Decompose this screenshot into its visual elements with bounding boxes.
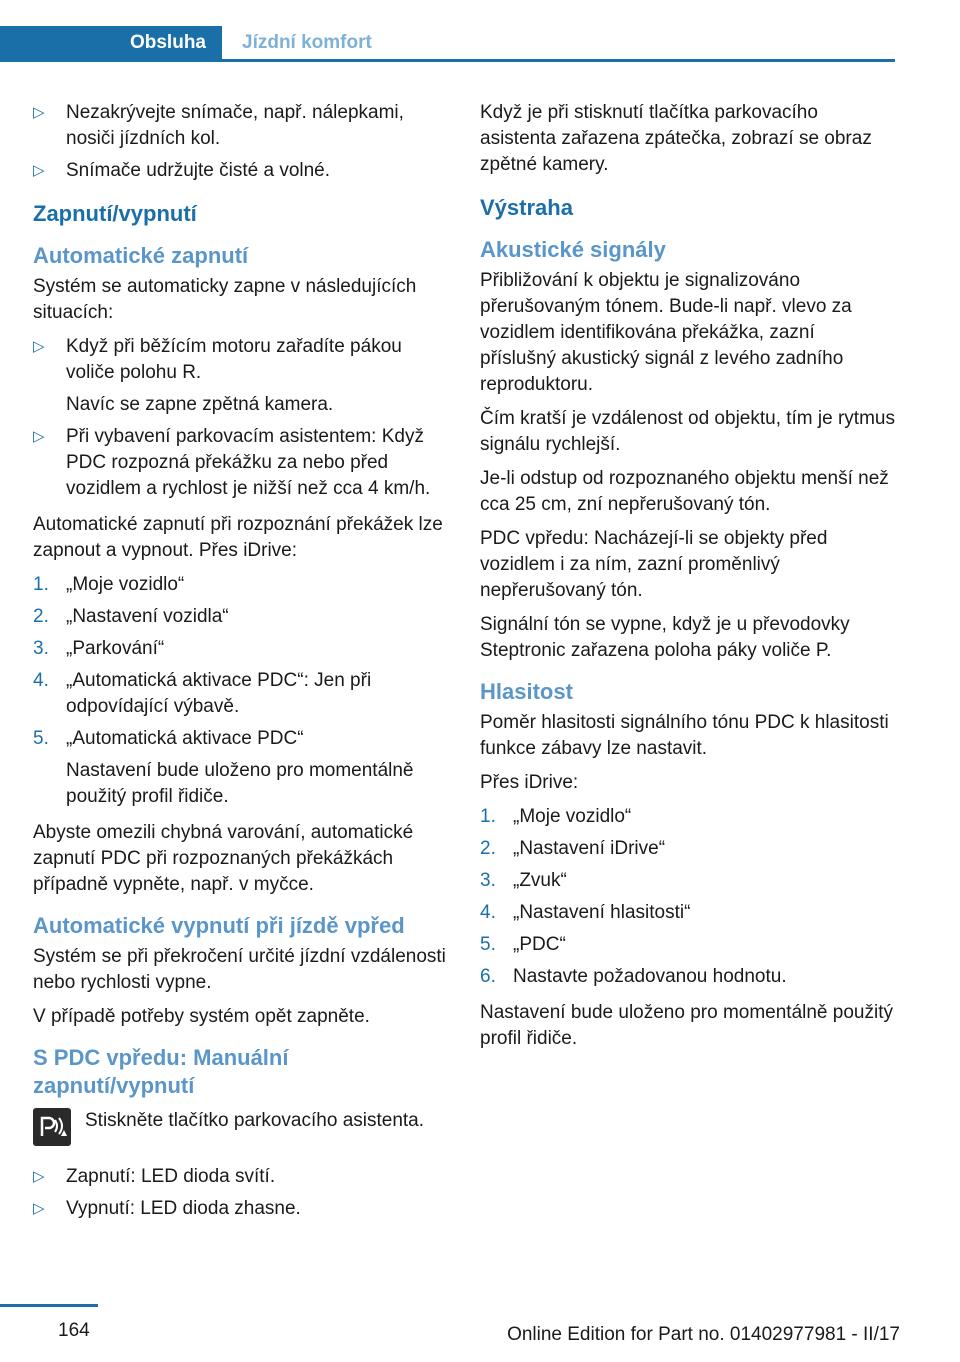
paragraph-auto-off: Systém se při překročení určité jízdní vzdálenosti nebo rychlosti vypne.	[33, 946, 446, 993]
list-item-note: Navíc se zapne zpětná kamera.	[66, 394, 334, 415]
list-item: ▷ Když při běžícím motoru zařadíte pákou voliče polohu R. Navíc se zapne zpětná kamera.	[33, 334, 448, 418]
paragraph-acoustic-1: Přibližování k objektu je signalizováno přerušovaným tónem. Bude-li např. vlevo za vozidlem identifikována překážka, zazní příslušný akustický signál z levého zadního reproduktoru.	[480, 270, 852, 395]
heading-warning: Výstraha	[480, 195, 573, 220]
list-item: 2. „Nastavení iDrive“	[480, 838, 666, 859]
list-item: 1. „Moje vozidlo“	[480, 806, 632, 827]
footer-divider	[0, 1304, 98, 1307]
list-item: 6. Nastavte požadovanou hodnotu.	[480, 966, 787, 987]
header-divider	[0, 59, 895, 62]
paragraph-acoustic-4: PDC vpředu: Nacházejí-li se objekty před vozidlem i za ním, zazní proměnlivý nepřerušovaný tón.	[480, 528, 828, 601]
idrive-steps-volume	[480, 804, 895, 990]
list-item: ▷ Při vybavení parkovacím asistentem: Když PDC rozpozná překážku za nebo před vozidlem a rychlost je nižší než cca 4 km/h.	[33, 424, 448, 502]
list-item: 4. „Automatická aktivace PDC“: Jen při odpovídající výbavě.	[33, 670, 372, 717]
paragraph-acoustic-5: Signální tón se vypne, když je u převodovky Steptronic zařazena poloha páky voliče P.	[480, 614, 850, 661]
paragraph-volume: Poměr hlasitosti signálního tónu PDC k hlasitosti funkce zábavy lze nastavit.	[480, 712, 889, 759]
list-item: 5. „Automatická aktivace PDC“ Nastavení bude uloženo pro momentálně použitý profil řidiče.	[33, 726, 448, 810]
right-column	[480, 100, 895, 1060]
parking-assist-button-icon	[33, 1108, 71, 1146]
left-column	[33, 100, 448, 1232]
tab-obsluha: Obsluha	[0, 26, 222, 59]
paragraph-auto-on: Systém se automaticky zapne v následujících situacích:	[33, 276, 417, 323]
list-item: 1. „Moje vozidlo“	[33, 574, 185, 595]
heading-auto-on: Automatické zapnutí	[33, 243, 249, 268]
heading-auto-off: Automatické vypnutí při jízdě vpřed	[33, 913, 405, 938]
paragraph-saved: Nastavení bude uloženo pro momentálně použitý profil řidiče.	[480, 1002, 893, 1049]
list-item: ▷ Zapnutí: LED dioda svítí.	[33, 1164, 448, 1190]
page-header	[0, 26, 895, 62]
list-item: ▷ Vypnutí: LED dioda zhasne.	[33, 1196, 448, 1222]
heading-volume: Hlasitost	[480, 679, 573, 704]
list-item: 2. „Nastavení vozidla“	[33, 606, 229, 627]
list-item: ▷ Snímače udržujte čisté a volné.	[33, 158, 448, 184]
list-item: 3. „Zvuk“	[480, 870, 567, 891]
paragraph-camera: Když je při stisknutí tlačítka parkovacího asistenta zařazena zpátečka, zobrazí se obraz zpětné kamery.	[480, 102, 872, 175]
paragraph-reactivate: V případě potřeby systém opět zapněte.	[33, 1006, 370, 1027]
list-item: 3. „Parkování“	[33, 638, 165, 659]
paragraph-auto-obstacle: Automatické zapnutí při rozpoznání překážek lze zapnout a vypnout. Přes iDrive:	[33, 514, 443, 561]
footer-edition: Online Edition for Part no. 01402977981 - II/17	[507, 1324, 900, 1345]
list-item: 4. „Nastavení hlasitosti“	[480, 902, 691, 923]
heading-acoustic: Akustické signály	[480, 237, 666, 262]
button-instruction	[33, 1108, 448, 1146]
list-item: ▷ Nezakrývejte snímače, např. nálepkami, nosiči jízdních kol.	[33, 100, 448, 152]
paragraph-idrive: Přes iDrive:	[480, 772, 579, 793]
idrive-steps-vehicle	[33, 572, 448, 810]
list-item-note: Nastavení bude uloženo pro momentálně použitý profil řidiče.	[66, 760, 414, 807]
paragraph-car-wash: Abyste omezili chybná varování, automatické zapnutí PDC při rozpoznaných překážkách případně vypněte, např. v myčce.	[33, 822, 414, 895]
paragraph-acoustic-2: Čím kratší je vzdálenost od objektu, tím je rytmus signálu rychlejší.	[480, 408, 895, 455]
heading-manual: S PDC vpředu: Manuální zapnutí/vypnutí	[33, 1045, 289, 1098]
sensor-care-list	[33, 100, 448, 184]
paragraph-acoustic-3: Je-li odstup od rozpoznaného objektu menší než cca 25 cm, zní nepřerušovaný tón.	[480, 468, 889, 515]
button-instruction-text: Stiskněte tlačítko parkovacího asistenta.	[85, 1110, 425, 1131]
auto-on-list	[33, 334, 448, 502]
tab-jizdni-komfort: Jízdní komfort	[242, 32, 372, 53]
page-number: 164	[58, 1320, 90, 1341]
heading-on-off: Zapnutí/vypnutí	[33, 201, 197, 226]
led-status-list	[33, 1164, 448, 1222]
list-item: 5. „PDC“	[480, 934, 566, 955]
